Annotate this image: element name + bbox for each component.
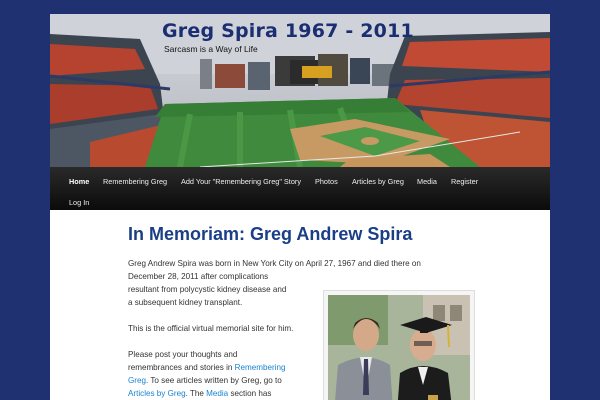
remembering-greg-link[interactable]: Remembering [234,363,286,372]
post-text: remembrances and stories in [128,363,233,372]
post-paragraph-line [128,387,271,400]
post-paragraph-line [128,361,285,374]
page-container [50,14,550,400]
post-paragraph-line: December 28, 2011 after complications [128,272,269,281]
post-paragraph-line [128,374,282,387]
graduation-photo[interactable] [323,290,475,400]
remembering-greg-link[interactable]: Greg [128,376,146,385]
nav-item-add-story[interactable]: Add Your "Remembering Greg" Story [181,177,301,186]
nav-item-register[interactable]: Register [451,177,479,186]
site-tagline: Sarcasm is a Way of Life [164,44,258,54]
post-paragraph-line: Greg Andrew Spira was born in New York City on April 27, 1967 and died there on [128,259,421,268]
articles-by-greg-link[interactable]: Articles by Greg [128,389,186,398]
site-title[interactable]: Greg Spira 1967 - 2011 [162,20,414,42]
post-paragraph-line: resultant from polycystic kidney disease and [128,285,287,294]
nav-item-remembering-greg[interactable]: Remembering Greg [103,177,168,186]
post-title[interactable]: In Memoriam: Greg Andrew Spira [128,224,413,244]
post-text: section has [230,389,272,398]
nav-item-home[interactable]: Home [69,177,90,186]
photo-image [328,295,470,400]
nav-item-log-in[interactable]: Log In [69,198,90,207]
main-navigation [50,167,550,210]
post-paragraph-line: Please post your thoughts and [128,350,238,359]
post-paragraph-line: a subsequent kidney transplant. [128,298,243,307]
site-header [50,14,550,167]
post-text: . The [185,389,204,398]
nav-item-articles[interactable]: Articles by Greg [352,177,404,186]
post-paragraph-line: This is the official virtual memorial site for him. [128,324,294,333]
media-link[interactable]: Media [206,389,229,398]
post-text: . To see articles written by Greg, go to [146,376,282,385]
nav-item-media[interactable]: Media [417,177,437,186]
nav-item-photos[interactable]: Photos [315,177,338,186]
